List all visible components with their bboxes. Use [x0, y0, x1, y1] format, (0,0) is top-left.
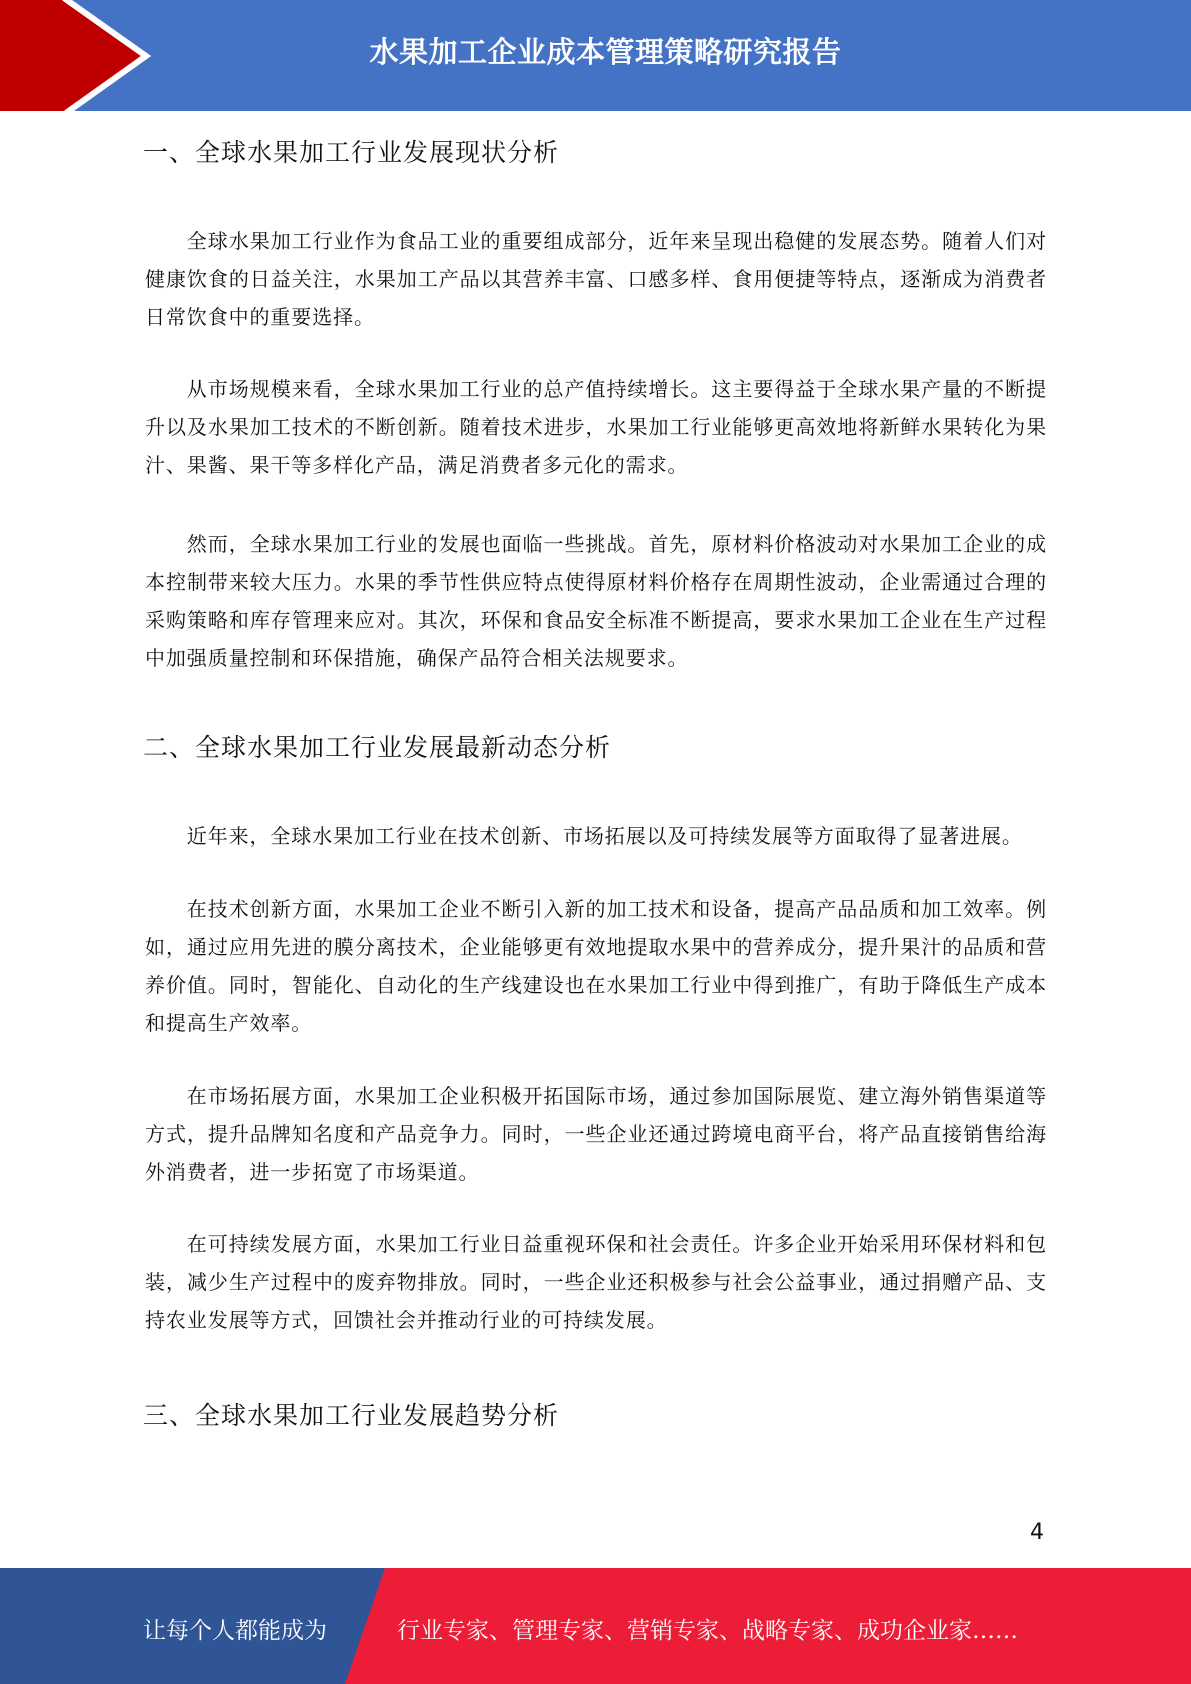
paragraph: 在市场拓展方面，水果加工企业积极开拓国际市场，通过参加国际展览、建立海外销售渠道等方式，提升品牌知名度和产品竞争力。同时，一些企业还通过跨境电商平台，将产品直接销售给海外消费者，进一步拓宽了市场渠道。	[145, 1084, 1047, 1184]
paragraph: 在可持续发展方面，水果加工行业日益重视环保和社会责任。许多企业开始采用环保材料和包装，减少生产过程中的废弃物排放。同时，一些企业还积极参与社会公益事业，通过捐赠产品、支持农业发展等方式，回馈社会并推动行业的可持续发展。	[145, 1232, 1047, 1332]
footer-slogan-left: 让每个人都能成为	[143, 1618, 327, 1644]
page-number: 4	[1030, 1520, 1044, 1545]
paragraph: 从市场规模来看，全球水果加工行业的总产值持续增长。这主要得益于全球水果产量的不断提升以及水果加工技术的不断创新。随着技术进步，水果加工行业能够更高效地将新鲜水果转化为果汁、果酱、果干等多样化产品，满足消费者多元化的需求。	[145, 377, 1047, 477]
page-footer	[0, 1568, 1191, 1684]
paragraph: 在技术创新方面，水果加工企业不断引入新的加工技术和设备，提高产品品质和加工效率。例如，通过应用先进的膜分离技术，企业能够更有效地提取水果中的营养成分，提升果汁的品质和营养价值。同时，智能化、自动化的生产线建设也在水果加工行业中得到推广，有助于降低生产成本和提高生产效率。	[145, 897, 1047, 1035]
paragraph: 近年来，全球水果加工行业在技术创新、市场拓展以及可持续发展等方面取得了显著进展。	[186, 824, 1023, 848]
section-heading-2: 二、全球水果加工行业发展最新动态分析	[143, 733, 612, 762]
section-heading-1: 一、全球水果加工行业发展现状分析	[143, 138, 560, 167]
footer-slogan-right: 行业专家、管理专家、营销专家、战略专家、成功企业家……	[397, 1618, 1018, 1644]
document-title: 水果加工企业成本管理策略研究报告	[369, 35, 842, 69]
paragraph: 然而，全球水果加工行业的发展也面临一些挑战。首先，原材料价格波动对水果加工企业的成本控制带来较大压力。水果的季节性供应特点使得原材料价格存在周期性波动，企业需通过合理的采购策略和库存管理来应对。其次，环保和食品安全标准不断提高，要求水果加工企业在生产过程中加强质量控制和环保措施，确保产品符合相关法规要求。	[145, 532, 1047, 670]
paragraph: 全球水果加工行业作为食品工业的重要组成部分，近年来呈现出稳健的发展态势。随着人们对健康饮食的日益关注，水果加工产品以其营养丰富、口感多样、食用便捷等特点，逐渐成为消费者日常饮食中的重要选择。	[145, 229, 1047, 329]
section-heading-3: 三、全球水果加工行业发展趋势分析	[143, 1401, 560, 1430]
page-header	[0, 0, 1191, 111]
